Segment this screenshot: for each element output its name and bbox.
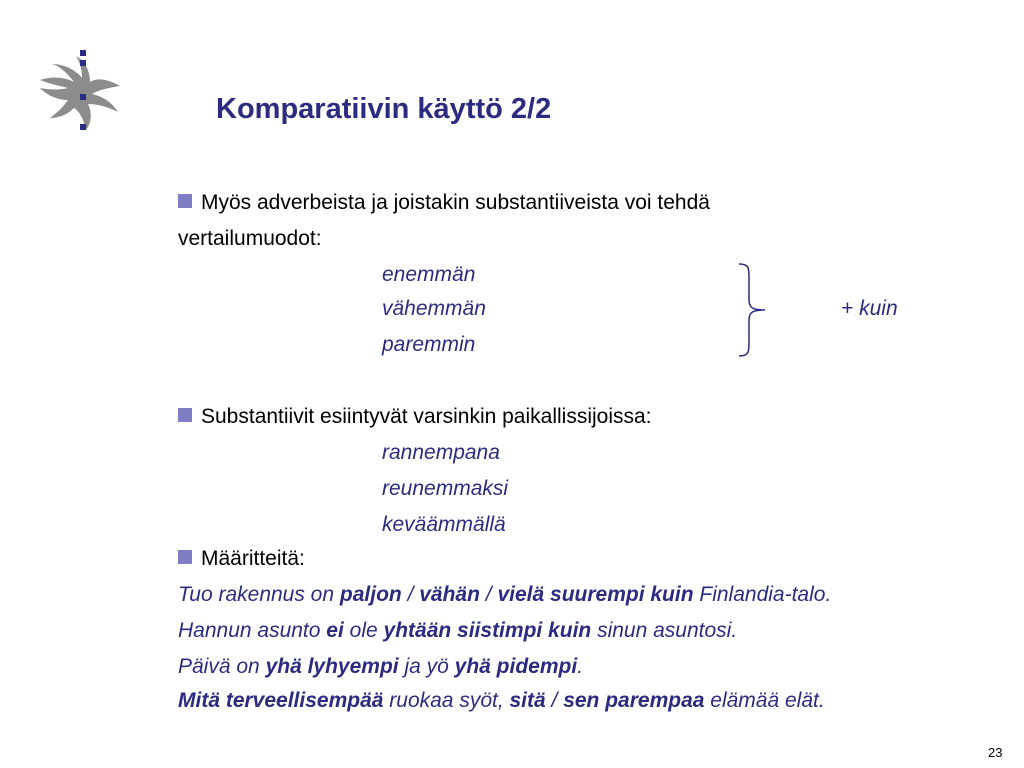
example-sentence-2: Hannun asunto ei ole yhtään siistimpi kuin sinun asuntosi. — [178, 619, 738, 642]
bullet-item-modifiers — [178, 546, 305, 571]
bullet-text-continued: vertailumuodot: — [178, 227, 322, 250]
university-logo-icon — [30, 44, 130, 136]
bullet-item-nouns — [178, 404, 652, 429]
example-word: keväämmällä — [382, 513, 506, 536]
example-word: reunemmaksi — [382, 477, 509, 500]
right-brace-icon — [735, 260, 771, 360]
example-word: rannempana — [382, 441, 500, 464]
example-sentence-3: Päivä on yhä lyhyempi ja yö yhä pidempi. — [178, 655, 584, 678]
kuin-suffix: + kuin — [841, 297, 898, 320]
bullet-text: Myös adverbeista ja joistakin substantiiveista voi tehdä — [201, 191, 710, 214]
square-bullet-icon — [178, 408, 192, 422]
bullet-item-adverbs — [178, 190, 710, 215]
example-word: vähemmän — [382, 297, 486, 320]
bullet-text: Määritteitä: — [201, 547, 305, 570]
bullet-text: Substantiivit esiintyvät varsinkin paikallissijoissa: — [201, 405, 652, 428]
example-sentence-4: Mitä terveellisempää ruokaa syöt, sitä / sen parempaa elämää elät. — [178, 689, 825, 712]
square-bullet-icon — [178, 550, 192, 564]
example-sentence-1: Tuo rakennus on paljon / vähän / vielä suurempi kuin Finlandia-talo. — [178, 583, 832, 606]
example-word: paremmin — [382, 333, 476, 356]
square-bullet-icon — [178, 194, 192, 208]
example-word: enemmän — [382, 263, 476, 286]
page-number: 23 — [988, 745, 1003, 760]
page-title: Komparatiivin käyttö 2/2 — [216, 93, 552, 125]
